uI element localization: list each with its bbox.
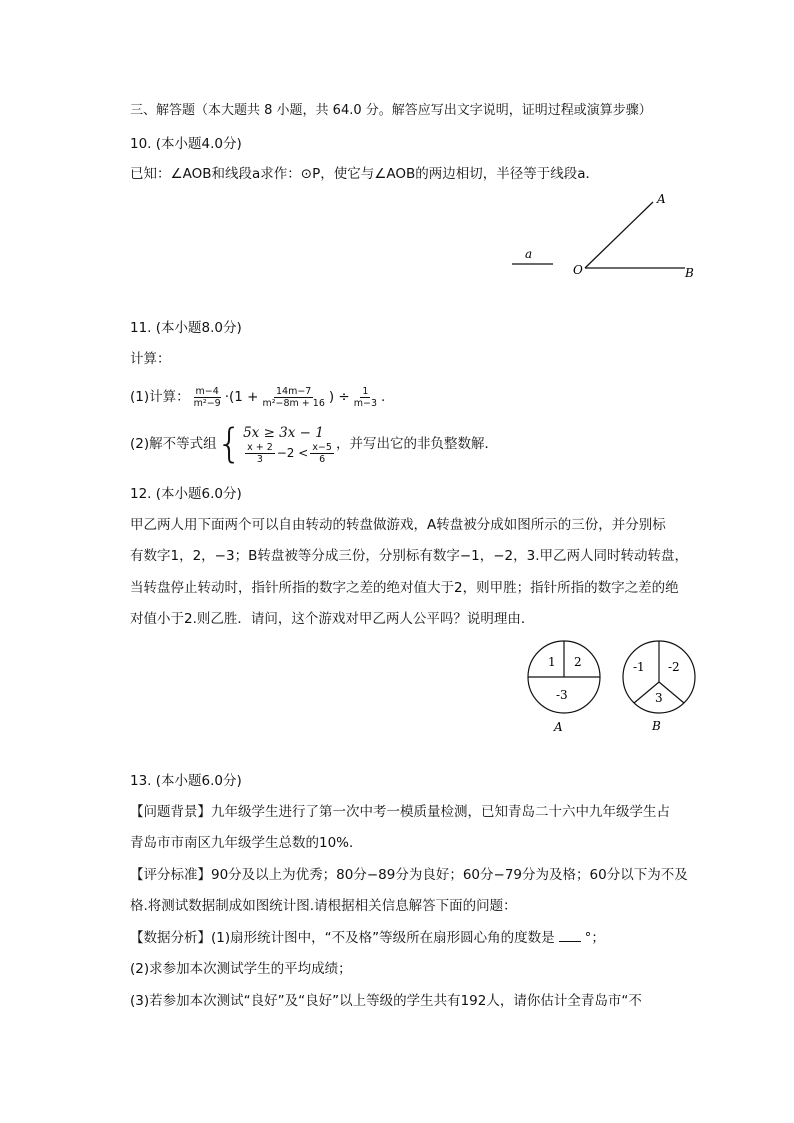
answer-blank	[559, 929, 581, 942]
wheel-b-label: B	[652, 719, 661, 733]
part2-suffix: ，并写出它的非负整数解．	[335, 436, 498, 452]
q12-line-1: 甲乙两人用下面两个可以自由转动的转盘做游戏，A转盘被分成如图所示的三份，并分别标	[130, 517, 666, 533]
wheel-b-sector-2: -2	[668, 660, 680, 674]
q13-line-5-end: °；	[584, 930, 605, 946]
ineq-mid: −2 <	[276, 446, 309, 460]
q13-line-5-text: 【数据分析】(1)扇形统计图中，“不及格”等级所在扇形圆心角的度数是	[130, 930, 555, 946]
fraction-3	[352, 386, 379, 409]
label-a-point: A	[657, 192, 666, 206]
part2-prefix: (2)解不等式组	[130, 436, 217, 452]
wheel-b-sector-3: 3	[655, 691, 663, 705]
ineq-frac-b-den: 6	[319, 453, 326, 465]
q10-text: 已知：∠AOB和线段a求作：⊙P，使它与∠AOB的两边相切，半径等于线段a．	[130, 166, 599, 182]
fraction-1	[192, 386, 223, 409]
part1-mid: ·(1 +	[224, 389, 259, 405]
fraction-2	[260, 386, 326, 409]
wheel-a-sector-2: 2	[574, 655, 582, 669]
fraction-1-den: m²−9	[193, 397, 221, 409]
ineq-frac-a-den: 3	[256, 453, 263, 465]
ineq-frac-a	[245, 442, 275, 465]
ineq-frac-a-num: x + 2	[247, 441, 273, 453]
q11-intro: 计算：	[130, 351, 171, 367]
q13-line-7: (3)若参加本次测试“良好”及“良好”以上等级的学生共有192人，请你估计全青岛市“不	[130, 993, 642, 1009]
wheel-figures	[520, 636, 700, 741]
brace: {	[216, 421, 243, 467]
fraction-3-den: m−3	[353, 397, 378, 409]
wheel-a-sector-1: 1	[548, 655, 556, 669]
q12-line-2: 有数字1，2，−3；B转盘被等分成三份，分别标有数字−1，−2，3.甲乙两人同时转动转盘，	[130, 548, 689, 564]
fraction-2-den: m²−8m + 16	[262, 397, 325, 409]
fraction-3-num: 1	[362, 385, 369, 397]
q13-line-6: (2)求参加本次测试学生的平均成绩；	[130, 961, 352, 977]
wheel-b	[623, 641, 695, 733]
wheel-a	[528, 641, 600, 734]
fraction-2-num: 14m−7	[275, 385, 312, 397]
q11-part2	[130, 420, 498, 468]
q13-line-3: 【评分标准】90分及以上为优秀；80分−89分为良好；60分−79分为及格；60分以下为不及	[130, 867, 688, 883]
ineq-frac-b-num: x−5	[312, 441, 332, 453]
q11-part1	[130, 380, 385, 414]
fraction-1-num: m−4	[195, 385, 219, 397]
angle-aob-figure	[505, 188, 705, 283]
ray-oa	[585, 202, 653, 268]
q12-line-4: 对值小于2.则乙胜．请问，这个游戏对甲乙两人公平吗？说明理由．	[130, 611, 535, 627]
wheel-a-label: A	[554, 720, 563, 734]
q11-heading: 11. (本小题8.0分)	[130, 320, 242, 336]
q13-line-5	[130, 928, 605, 948]
inequality-1: 5x ≥ 3x − 1	[243, 424, 324, 441]
q13-heading: 13. (本小题6.0分)	[130, 773, 242, 789]
part1-prefix: (1)计算：	[130, 389, 190, 405]
ineq-frac-b	[310, 442, 334, 465]
section-header: 三、解答题（本大题共 8 小题，共 64.0 分。解答应写出文字说明，证明过程或演算步骤）	[130, 103, 652, 118]
part1-end: .	[381, 389, 386, 405]
wheel-b-sector-1: -1	[633, 660, 645, 674]
inequality-2	[243, 442, 336, 465]
q13-line-1: 【问题背景】九年级学生进行了第一次中考一模质量检测，已知青岛二十六中九年级学生占	[130, 804, 670, 820]
inequality-system	[243, 424, 336, 465]
label-b: B	[685, 266, 694, 280]
q10-heading: 10. (本小题4.0分)	[130, 136, 242, 152]
label-o: O	[573, 263, 583, 277]
part1-mid2: ) ÷	[328, 389, 350, 405]
q12-line-3: 当转盘停止转动时，指针所指的数字之差的绝对值大于2，则甲胜；指针所指的数字之差的绝	[130, 580, 679, 596]
label-a: a	[525, 247, 533, 261]
q12-heading: 12. (本小题6.0分)	[130, 486, 242, 502]
q13-line-2: 青岛市市南区九年级学生总数的10%．	[130, 835, 363, 851]
q13-line-4: 格.将测试数据制成如图统计图.请根据相关信息解答下面的问题：	[130, 898, 517, 914]
wheel-a-sector-3: -3	[556, 688, 568, 702]
